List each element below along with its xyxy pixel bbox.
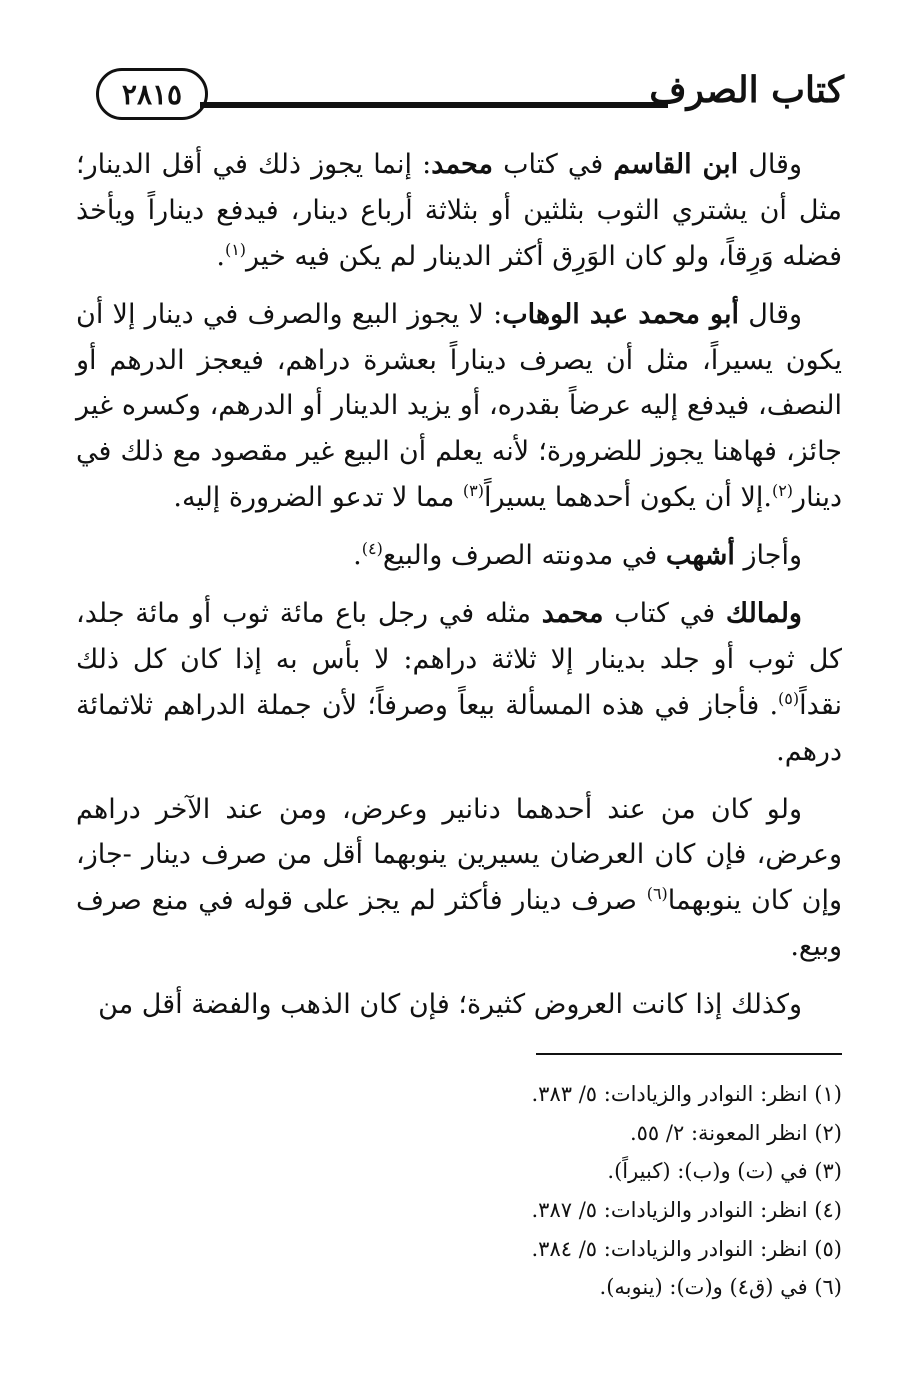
text-run: .إلا أن يكون أحدهما يسيراً xyxy=(484,482,772,514)
paragraph xyxy=(76,142,842,280)
bold-name: ولمالك xyxy=(725,598,802,630)
text-run: وكذلك إذا كانت العروض كثيرة؛ فإن كان الذهب والفضة أقل من xyxy=(98,989,802,1021)
footnote: (٢) انظر المعونة: ٢/ ٥٥. xyxy=(629,1120,842,1145)
text-run: في كتاب xyxy=(603,598,726,630)
paragraph xyxy=(76,292,842,521)
paragraph xyxy=(76,591,842,775)
text-run: مما لا تدعو الضرورة إليه. xyxy=(173,482,463,514)
text-run: . xyxy=(353,540,362,572)
text-run: في كتاب xyxy=(492,149,614,180)
bold-name: محمد xyxy=(431,149,493,180)
footnote-separator xyxy=(536,1053,842,1055)
text-run: وأجاز xyxy=(734,540,802,572)
page-header xyxy=(96,62,844,126)
paragraph xyxy=(76,533,842,579)
text-run: مثله في رجل باع مائة ثوب أو مائة جلد، كل ثوب أو جلد بدينار إلا ثلاثة دراهم: لا بأس به إذا كان كل ذلك نقداً xyxy=(76,598,842,721)
footnote-marker: (٣) xyxy=(462,481,485,501)
footnote: (٥) انظر: النوادر والزيادات: ٥/ ٣٨٤. xyxy=(531,1236,842,1261)
text-run: : لا يجوز البيع والصرف في دينار إلا أن يكون يسيراً، مثل أن يصرف ديناراً بعشرة دراهم، فيعجز الدرهم أو النصف، فيدفع إليه عرضاً بقدره، أو يزيد الدينار أو الدرهم، وكسره غير جائز، فهاهنا يجوز للضرورة؛ لأنه يعلم أن البيع غير مقصود مع ذلك في دينار xyxy=(76,298,842,514)
footnote-marker: (٤) xyxy=(361,539,383,559)
footnote-marker: (١) xyxy=(224,239,247,259)
footnote: (١) انظر: النوادر والزيادات: ٥/ ٣٨٣. xyxy=(531,1082,842,1106)
bold-name: أبو محمد عبد الوهاب xyxy=(502,298,739,330)
bold-name: أشهب xyxy=(665,540,735,572)
bold-name: محمد xyxy=(541,598,604,630)
text-run: : إنما يجوز ذلك في أقل الدينار؛ مثل أن يشتري الثوب بثلثين أو بثلاثة أرباع دينار، فيدفع ديناراً ويأخذ فضله وَرِقاً، ولو كان الوَرِق أكثر الدينار لم يكن فيه خير xyxy=(76,149,842,272)
text-run: صرف دينار فأكثر لم يجز على قوله في منع صرف وبيع. xyxy=(76,885,842,963)
page-number: ٢٨١٥ xyxy=(96,68,208,120)
text-run: . فأجاز في هذه المسألة بيعاً وصرفاً؛ لأن جملة الدراهم ثلاثمائة درهم. xyxy=(76,689,842,767)
text-run: . xyxy=(216,240,225,272)
footnote-marker: (٢) xyxy=(771,481,794,501)
chapter-title: كتاب الصرف xyxy=(649,69,844,111)
header-rule xyxy=(200,102,668,108)
text-run: ولو كان من عند أحدهما دنانير وعرض، ومن عند الآخر دراهم وعرض، فإن كان العرضان يسيرين ينوبهما أقل من صرف دينار -جاز، وإن كان ينوبهما xyxy=(76,793,842,917)
paragraph xyxy=(76,787,842,971)
text-run: وقال xyxy=(738,149,802,180)
paragraph xyxy=(76,982,842,1028)
footnote-marker: (٥) xyxy=(778,688,800,708)
text-run: في مدونته الصرف والبيع xyxy=(382,540,666,572)
text-run: وقال xyxy=(739,298,803,330)
footnote: (٣) في (ت) و(ب): (كبيراً). xyxy=(607,1159,842,1184)
footnote-marker: (٦) xyxy=(646,884,668,904)
footnote: (٤) انظر: النوادر والزيادات: ٥/ ٣٨٧. xyxy=(531,1197,842,1222)
main-text xyxy=(76,142,842,1040)
footnote: (٦) في (ق٤) و(ت): (ينوبه). xyxy=(599,1275,842,1300)
bold-name: ابن القاسم xyxy=(613,149,739,180)
footnotes xyxy=(76,1075,842,1307)
